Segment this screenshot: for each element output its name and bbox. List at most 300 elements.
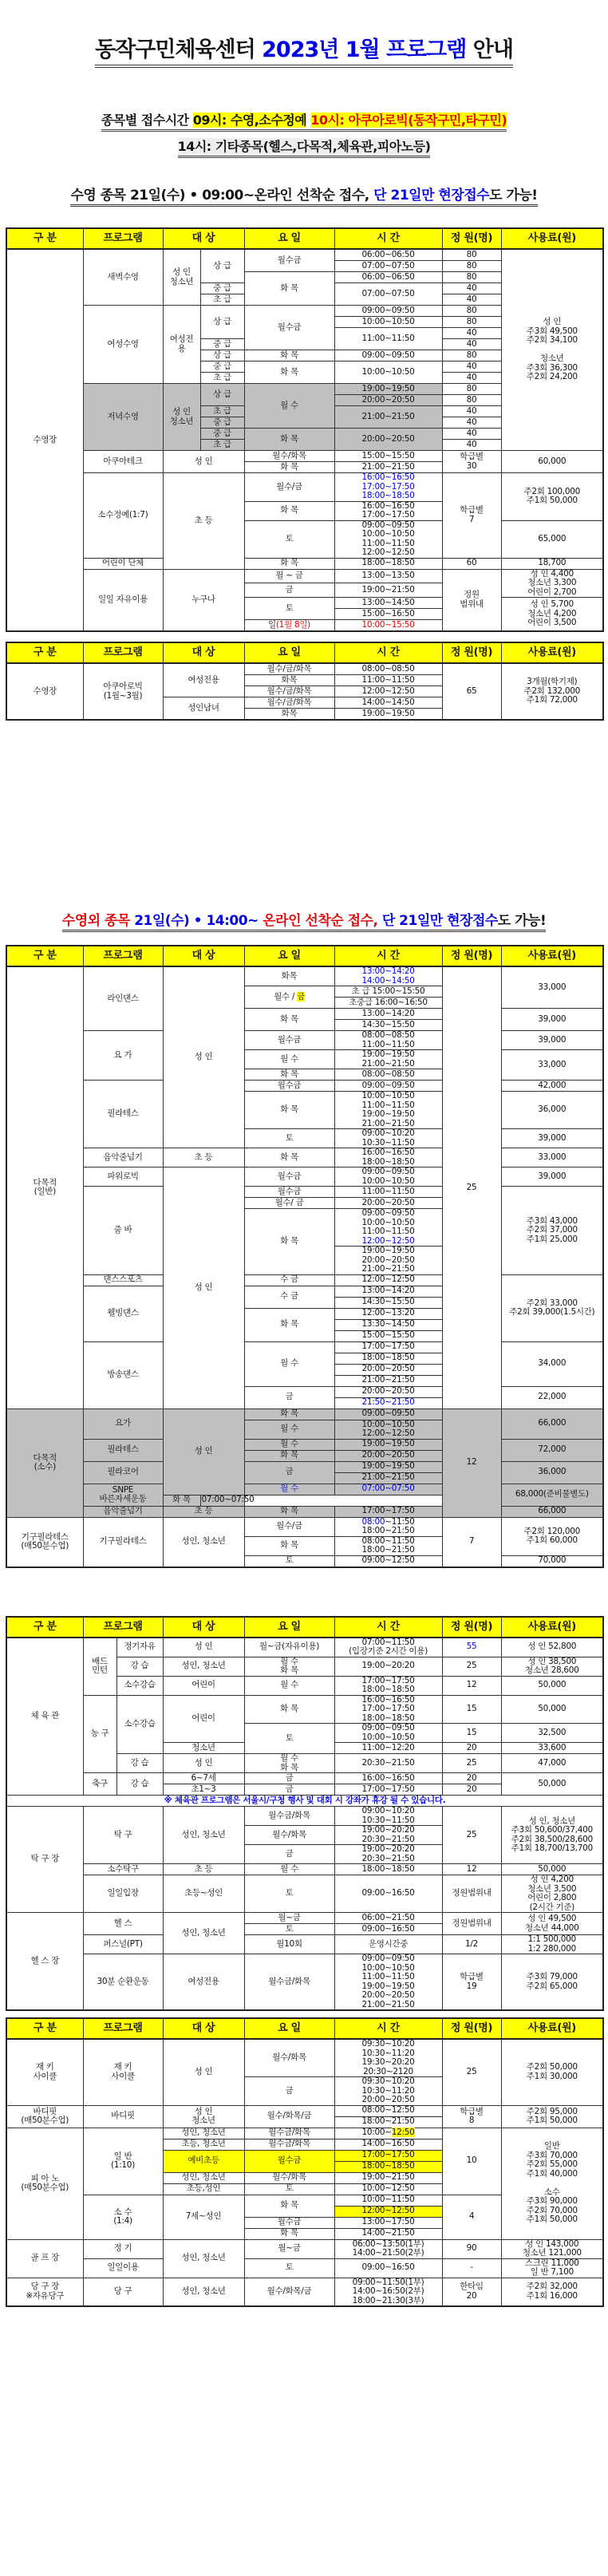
table-cell: 16:00~16:50 18:00~18:50 [334, 1148, 442, 1167]
table-cell: 주2회 33,000 주2회 39,000(1.5시간) [501, 1274, 603, 1341]
table-cell: 골 프 장 [6, 2239, 83, 2278]
table-cell: 어린이 [163, 1695, 244, 1743]
other-heading [0, 912, 608, 932]
table-cell: 20:00~20:50 [334, 1450, 442, 1461]
table-cell: 재 키 사이클 [83, 2039, 163, 2105]
table-cell: 16:00~16:50 17:00~17:50 18:00~18:50 [334, 473, 442, 502]
table-cell: 학급별 7 [442, 473, 501, 559]
title-center-name: 동작구민체육센터 [95, 38, 255, 62]
table-cell: 성 인 [163, 2039, 244, 2105]
table-cell: 09:00~09:50 [334, 306, 442, 317]
table-cell: 소수강습 [116, 1695, 163, 1754]
table-cell: 저녁수영 [83, 384, 163, 451]
table-cell: 4 [442, 2195, 501, 2239]
cell-text-part: 08:00 [361, 1516, 385, 1527]
table-cell: 33,600 [501, 1743, 603, 1754]
misc-programs-table [6, 2017, 602, 2307]
column-header: 시 간 [334, 2018, 442, 2039]
table-cell: 월수금 [244, 1167, 334, 1187]
table-row [6, 1274, 603, 1286]
table-cell: 13:00~14:20 [334, 1009, 442, 1020]
header-row [6, 228, 603, 249]
table-cell: 필라테스 [83, 1081, 163, 1148]
table-cell: 토 [244, 1724, 334, 1754]
table-cell: 월 수 [244, 1439, 334, 1450]
table-cell: 25 [442, 2039, 501, 2105]
table-cell: 바디핏 [83, 2105, 163, 2128]
table-cell: 월 수 [244, 1420, 334, 1439]
table-cell: 40 [442, 328, 501, 339]
table-cell: 07:00~07:50 [334, 1484, 442, 1495]
table-cell: 중 급 [200, 417, 244, 429]
table-cell: 월수금 [244, 1031, 334, 1050]
table-cell [334, 1209, 442, 1247]
table-cell: 18:00~18:50 [334, 2161, 442, 2172]
cell-text-part: 09:00~09:50 10:00~10:50 11:00~11:50 [361, 1208, 415, 1236]
table-cell: 17:00~17:50 [334, 1784, 442, 1796]
aqua-aerobic-table [6, 642, 602, 721]
table-cell: 21:00~21:50 [334, 462, 442, 473]
schedule-table [6, 2017, 604, 2307]
table-cell: 15:00~16:50 [334, 609, 442, 620]
column-header: 정 원(명) [442, 228, 501, 249]
table-cell: 초 등 [163, 1506, 244, 1517]
table-cell: 중 급 [200, 362, 244, 373]
table-cell: 화 목 [244, 2195, 334, 2217]
swim-heading-onsite: 단 21일만 현장접수 [373, 188, 490, 203]
table-cell: 70,000 [501, 1555, 603, 1567]
cell-text-part: ~11:50 18:00~21:50 [361, 1516, 415, 1535]
table-cell: 어린이 단체 [83, 558, 163, 569]
table-cell: 50,000 [501, 1676, 603, 1695]
table-cell: 20 [442, 1773, 501, 1784]
title-suffix: 안내 [472, 38, 513, 62]
table-cell: 기구필라테스 [83, 1517, 163, 1567]
column-header: 프로그램 [83, 946, 163, 966]
table-cell: 월수금 [244, 249, 334, 272]
table-cell: 80 [442, 306, 501, 317]
table-cell: 08:00~12:50 [334, 2105, 442, 2116]
table-cell: 68,000(준비물별도) [501, 1484, 603, 1506]
table-cell: 19:00~19:50 [334, 384, 442, 395]
table-cell: 18:00~18:50 [334, 558, 442, 569]
table-cell: 06:00~06:50 [334, 272, 442, 283]
table-cell: 월 수 [244, 1050, 334, 1069]
table-cell: 월수/금 [244, 1517, 334, 1536]
table-cell [244, 986, 334, 1009]
table-cell: 성인남녀 [163, 697, 244, 721]
table-cell: 25 [442, 966, 501, 1409]
table-cell: 월수금/화목 [244, 1954, 334, 2011]
cell-text-part: 12:50 [391, 2128, 415, 2138]
table-cell: 성 인 49,500 청소년 44,000 [501, 1913, 603, 1935]
table-cell: 08:00~11:50 18:00~21:50 [334, 1536, 442, 1555]
table-cell: 소수정예(1:7) [83, 473, 163, 559]
table-cell: 6~7세 [163, 1773, 244, 1784]
table-cell: 기구필라테스 (매50분수업) [6, 1517, 83, 1567]
table-cell: 화 목 [244, 1148, 334, 1167]
table-cell: 화 목 [244, 2228, 334, 2239]
table-cell: 18:00~21:50 [334, 2116, 442, 2128]
table-row [6, 569, 603, 583]
table-cell: 19:00~19:50 [334, 1439, 442, 1450]
table-row [6, 1864, 603, 1875]
table-cell: 축구 [83, 1773, 116, 1796]
table-cell: 39,000 [501, 1129, 603, 1148]
table-row [6, 1187, 603, 1198]
table-cell: 60,000 [501, 451, 603, 473]
other-heading-title: 수영외 종목 [61, 913, 130, 929]
table-row [6, 1506, 603, 1517]
table-row [6, 473, 603, 502]
table-cell: 월~금 [244, 1913, 334, 1924]
table-cell: 39,000 [501, 1009, 603, 1031]
cell-text-part: 일 [268, 619, 276, 630]
table-row [6, 2278, 603, 2306]
table-cell [334, 1517, 442, 1536]
table-cell: 10:00~10:50 11:00~11:50 19:00~19:50 21:00~21:50 [334, 1092, 442, 1129]
table-cell: 60 [442, 558, 501, 569]
table-cell: 일일입장 [83, 1875, 163, 1913]
table-cell: 음악줄넘기 [83, 1506, 163, 1517]
table-cell: 09:00~16:50 [334, 2258, 442, 2278]
table-cell: 20:00~20:50 [334, 429, 442, 451]
table-cell: 라인댄스 [83, 966, 163, 1031]
table-cell: 19:00~20:20 20:30~21:50 [334, 1826, 442, 1845]
schedule-table [6, 945, 604, 1568]
table-cell: 수 금 [244, 1274, 334, 1286]
table-cell: 09:00~09:50 [334, 350, 442, 362]
table-cell: 월 수 [244, 1484, 334, 1495]
table-row [6, 2039, 603, 2077]
table-row [6, 451, 603, 462]
schedule-table [6, 642, 604, 721]
table-cell: 19:00~19:50 21:00~21:50 [334, 1050, 442, 1069]
table-cell: 아쿠아테크 [83, 451, 163, 473]
table-cell: 10:00~10:50 [334, 317, 442, 328]
table-cell: 12 [442, 1864, 501, 1875]
column-header: 시 간 [334, 1617, 442, 1638]
table-cell: 요 가 [83, 1031, 163, 1081]
table-row [6, 1638, 603, 1657]
table-cell: 새벽수영 [83, 249, 163, 306]
table-cell: 퍼스널(PT) [83, 1935, 163, 1954]
table-cell: 10 [442, 2128, 501, 2195]
table-cell: 09:00~11:50(1부) 14:00~16:50(2부) 18:00~21:30(3부) [334, 2278, 442, 2306]
table-cell: 탁 구 [83, 1807, 163, 1864]
table-row [6, 1796, 603, 1807]
header-row [6, 946, 603, 966]
swim-heading-suffix: 도 가능! [489, 188, 538, 203]
table-cell: 여성전용 [163, 1954, 244, 2011]
column-header: 정 원(명) [442, 642, 501, 663]
table-cell: 소수탁구 [83, 1864, 163, 1875]
other-heading-suffix: 도 가능! [497, 913, 547, 929]
table-cell: 20 [442, 1743, 501, 1754]
table-cell: 13:30~14:50 [334, 1319, 442, 1330]
table-cell: 화 목 [244, 1009, 334, 1031]
table-cell: 금 [244, 2077, 334, 2106]
table-cell: 10:00~10:50 [334, 362, 442, 384]
table-row [6, 2105, 603, 2116]
table-cell: 금 [244, 1461, 334, 1484]
table-cell: 65,000 [501, 520, 603, 558]
table-cell: 화 목 [244, 1450, 334, 1461]
column-header: 구 분 [6, 946, 83, 966]
column-header: 시 간 [334, 228, 442, 249]
table-cell: 성 인, 청소년 주3회 50,600/37,400 주2회 38,500/28,600 주1회 18,700/13,700 [501, 1807, 603, 1864]
table-row [6, 1913, 603, 1924]
table-cell: 12:00~13:20 [334, 1308, 442, 1319]
table-cell: 월수금 [244, 2217, 334, 2228]
table-cell: 08:00~08:50 11:00~11:50 [334, 1031, 442, 1050]
table-cell: 음악줄넘기 [83, 1148, 163, 1167]
table-cell: 화 목 [244, 1209, 334, 1275]
table-cell: 요가 [83, 1409, 163, 1439]
table-cell: 21:00~21:50 [334, 1375, 442, 1386]
table-cell: 파워로빅 [83, 1167, 163, 1187]
table-cell: 월수/화목 [244, 2172, 334, 2183]
table-cell: 09:00~09:50 10:00~10:50 [334, 1167, 442, 1187]
table-cell: 화 목 [244, 501, 334, 520]
table-cell: 일반 주3회 70,000 주2회 55,000 주1회 40,000 소수 주3회 90,000 주2회 70,000 주1회 50,000 [501, 2128, 603, 2239]
table-cell: 20 [442, 1784, 501, 1796]
column-header: 사용료(원) [501, 1617, 603, 1638]
table-cell: 09:00~09:50 10:00~10:50 [334, 1724, 442, 1743]
table-cell: 월수/ 금 [244, 1198, 334, 1209]
table-cell: 토 [244, 598, 334, 620]
table-cell: 10:00~12:50 [334, 2183, 442, 2195]
table-cell: 수영장 [6, 249, 83, 631]
table-cell: 정기자유 [116, 1638, 163, 1657]
table-cell: 20:00~20:50 [334, 395, 442, 406]
table-cell: 19:00~21:50 [334, 2172, 442, 2183]
table-cell: 배드 민턴 [83, 1638, 116, 1696]
table-cell: 방송댄스 [83, 1341, 163, 1409]
table-cell: 성인, 청소년 [163, 1807, 244, 1864]
table-cell: 17:00~17:50 18:00~18:50 [334, 1676, 442, 1695]
table-row [6, 249, 603, 261]
table-cell: 20:00~20:50 [334, 1386, 442, 1397]
table-cell: 17:00~17:50 [334, 1506, 442, 1517]
table-cell: 정 기 [83, 2239, 163, 2258]
table-cell: 웰빙댄스 [83, 1286, 163, 1341]
table-cell: 15:00~15:50 [334, 451, 442, 462]
header-row [6, 642, 603, 663]
table-cell: 주2회 50,000 주1회 30,000 [501, 2039, 603, 2105]
table-cell: 초 급 [200, 440, 244, 451]
table-cell: 월 수 [244, 1341, 334, 1386]
table-cell: 누구나 [163, 569, 244, 631]
table-cell: 헬 스 [83, 1913, 163, 1935]
table-row [6, 1875, 603, 1913]
table-cell: 15:00~15:50 [334, 1330, 442, 1341]
table-row [6, 1461, 603, 1472]
table-cell: 성인, 청소년 [163, 2128, 244, 2139]
table-cell: 성 인 5,700 청소년 4,200 어린이 3,500 [501, 598, 603, 632]
table-cell: 중 급 [200, 339, 244, 350]
table-cell [334, 2128, 442, 2139]
table-cell: 강 습 [116, 1773, 163, 1796]
table-cell: 66,000 [501, 1506, 603, 1517]
column-header: 정 원(명) [442, 946, 501, 966]
table-cell: 19:00~20:20 [334, 1657, 442, 1676]
table-cell: 06:00~21:50 [334, 1913, 442, 1924]
other-heading-onsite: 단 21일만 현장접수 [381, 913, 498, 929]
table-cell: 40 [442, 417, 501, 429]
column-header: 시 간 [334, 642, 442, 663]
table-cell: 월10회 [244, 1935, 334, 1954]
table-cell: 13:00~17:50 [334, 2217, 442, 2228]
gym-table [6, 1616, 602, 2012]
table-cell: 09:30~10:20 10:30~11:20 19:30~20:20 20:30~2120 [334, 2039, 442, 2077]
table-cell: 성 인 4,200 청소년 3,500 어린이 2,800 (2시간 기준) [501, 1875, 603, 1913]
table-cell: 금 [244, 1845, 334, 1864]
table-cell: 12 [442, 1409, 501, 1517]
table-cell: - [442, 2258, 501, 2278]
table-cell: 14:00~21:50 [334, 2228, 442, 2239]
table-cell: 초등, 청소년 [163, 2139, 244, 2150]
table-row [6, 1341, 603, 1353]
table-cell: 여성수영 [83, 306, 163, 384]
table-cell: 30분 순환운동 [83, 1954, 163, 2011]
column-header: 사용료(원) [501, 946, 603, 966]
table-cell [244, 620, 334, 632]
table-cell: 필라코어 [83, 1461, 163, 1484]
table-cell: 화목 [244, 675, 334, 686]
table-cell: 08:00~08:50 [334, 663, 442, 675]
table-cell: 강 습 [116, 1657, 163, 1676]
column-header: 요 일 [244, 642, 334, 663]
table-cell: 40 [442, 362, 501, 373]
column-header: 대 상 [163, 1617, 244, 1638]
table-cell: 12:00~12:50 [334, 686, 442, 697]
table-cell: 14:00~16:50 [334, 2139, 442, 2150]
table-cell: 성 인 38,500 청소년 28,600 [501, 1657, 603, 1676]
table-cell: 예비초등 [163, 2150, 244, 2172]
cell-text-part: (1월 8일) [275, 619, 310, 630]
column-header: 대 상 [163, 946, 244, 966]
table-row [6, 1031, 603, 1050]
table-cell: 7세~성인 [163, 2195, 244, 2239]
table-cell: 21:00~21:50 [334, 406, 442, 429]
table-cell: 토 [244, 1129, 334, 1148]
table-cell: 월수/금/화목 [244, 663, 334, 675]
table-cell: 화 목 [244, 1506, 334, 1517]
table-cell: 스크린 11,000 일 반 7,100 [501, 2258, 603, 2278]
table-cell: 월수/화목/금 [244, 2278, 334, 2306]
table-cell: 정원 범위내 [442, 569, 501, 631]
table-cell: 화 목 [244, 1536, 334, 1555]
table-cell: 일 반 (1:10) [83, 2128, 163, 2195]
table-cell: 화 목 [244, 1695, 334, 1724]
table-cell: 화 목 [244, 429, 334, 451]
table-cell: 일일 자유이용 [83, 569, 163, 631]
table-cell: 80 [442, 350, 501, 362]
table-cell: 15 [442, 1724, 501, 1743]
table-cell: 월 ~ 금 [244, 569, 334, 583]
table-cell: 66,000 [501, 1409, 603, 1439]
table-cell: 3개월(학기제) 주2회 132,000 주1회 72,000 [501, 663, 603, 720]
table-cell: 09:00~09:50 [334, 1081, 442, 1092]
table-cell: 09:00~09:50 10:00~10:50 11:00~11:50 19:00~19:50 20:00~20:50 21:00~21:50 [334, 1954, 442, 2011]
table-cell: 25 [442, 1657, 501, 1676]
table-cell: 당 구 장 ※자유당구 [6, 2278, 83, 2306]
header-row [6, 1617, 603, 1638]
table-cell: 39,000 [501, 1031, 603, 1050]
table-cell: 어린이 [163, 1676, 244, 1695]
table-cell: 10:00~10:50 12:00~12:50 [334, 1420, 442, 1439]
intake-label: 종목별 접수시간 [101, 113, 189, 128]
table-cell: 성 인 청소년 [163, 249, 200, 306]
table-cell: 월수금/화목 [244, 1807, 334, 1826]
column-header: 요 일 [244, 228, 334, 249]
table-cell: 성인, 청소년 [163, 2278, 244, 2306]
table-cell: 초 급 [200, 406, 244, 417]
table-cell: 09:00~12:50 [334, 1555, 442, 1567]
table-cell: 월수금 [244, 2150, 334, 2172]
table-cell: 댄스스포츠 [83, 1274, 163, 1286]
table-cell: 주2회 32,000 주1회 16,000 [501, 2278, 603, 2306]
table-cell: 39,000 [501, 1167, 603, 1187]
table-cell: 25 [442, 1754, 501, 1773]
table-row [6, 1954, 603, 2011]
intake-swim: 09시: 수영,소수정예 [192, 113, 307, 128]
table-cell: 상 급 [200, 249, 244, 283]
table-cell: 성 인 [163, 451, 244, 473]
table-cell: 33,000 [501, 1050, 603, 1081]
column-header: 대 상 [163, 642, 244, 663]
table-cell: 10:00~11:50 [334, 2195, 442, 2206]
table-cell: 체 육 관 [6, 1638, 83, 1796]
table-cell: 월수/금 [244, 473, 334, 502]
table-cell: 월수금 [244, 306, 334, 350]
title-period: 2023년 1월 프로그램 [262, 38, 467, 62]
table-cell: 11:00~11:50 [334, 675, 442, 686]
table-cell: 성 인 [163, 966, 244, 1148]
table-cell: 초 등 [163, 1148, 244, 1167]
table-cell: 50,000 [501, 1695, 603, 1724]
cell-text-part: 12:00~12:50 [361, 1235, 415, 1246]
table-cell: 36,000 [501, 1092, 603, 1129]
table-cell: 55 [442, 1638, 501, 1657]
table-cell: 금 [244, 1784, 334, 1796]
table-cell: 토 [244, 2258, 334, 2278]
table-cell: 금 [244, 583, 334, 598]
table-cell: 성 인 [163, 1409, 244, 1495]
swim-heading [0, 187, 608, 207]
table-cell: 농 구 [83, 1695, 116, 1773]
table-cell: 초 등 [163, 1864, 244, 1875]
table-cell: 월수/금/화목 [244, 697, 334, 709]
column-header: 사용료(원) [501, 228, 603, 249]
table-cell: 14:30~15:50 [334, 1020, 442, 1031]
table-cell: 월~금 [244, 2239, 334, 2258]
table-cell: 80 [442, 395, 501, 406]
table-cell: 여성전용 [163, 663, 244, 697]
table-cell: 재 키 사이클 [6, 2039, 83, 2105]
table-cell: 80 [442, 249, 501, 261]
table-cell: 월 수 화 목 [244, 1657, 334, 1676]
table-cell: 21:50~21:50 [334, 1397, 442, 1409]
cell-text-part: 금 [297, 991, 305, 1002]
table-cell: 성 인 [163, 1754, 244, 1773]
column-header: 구 분 [6, 642, 83, 663]
intake-aqua: 10시: 아쿠아로빅(동작구민,타구민) [310, 113, 507, 128]
table-cell: 34,000 [501, 1341, 603, 1386]
table-row [6, 1148, 603, 1167]
table-cell: 여성전 용 [163, 306, 200, 384]
